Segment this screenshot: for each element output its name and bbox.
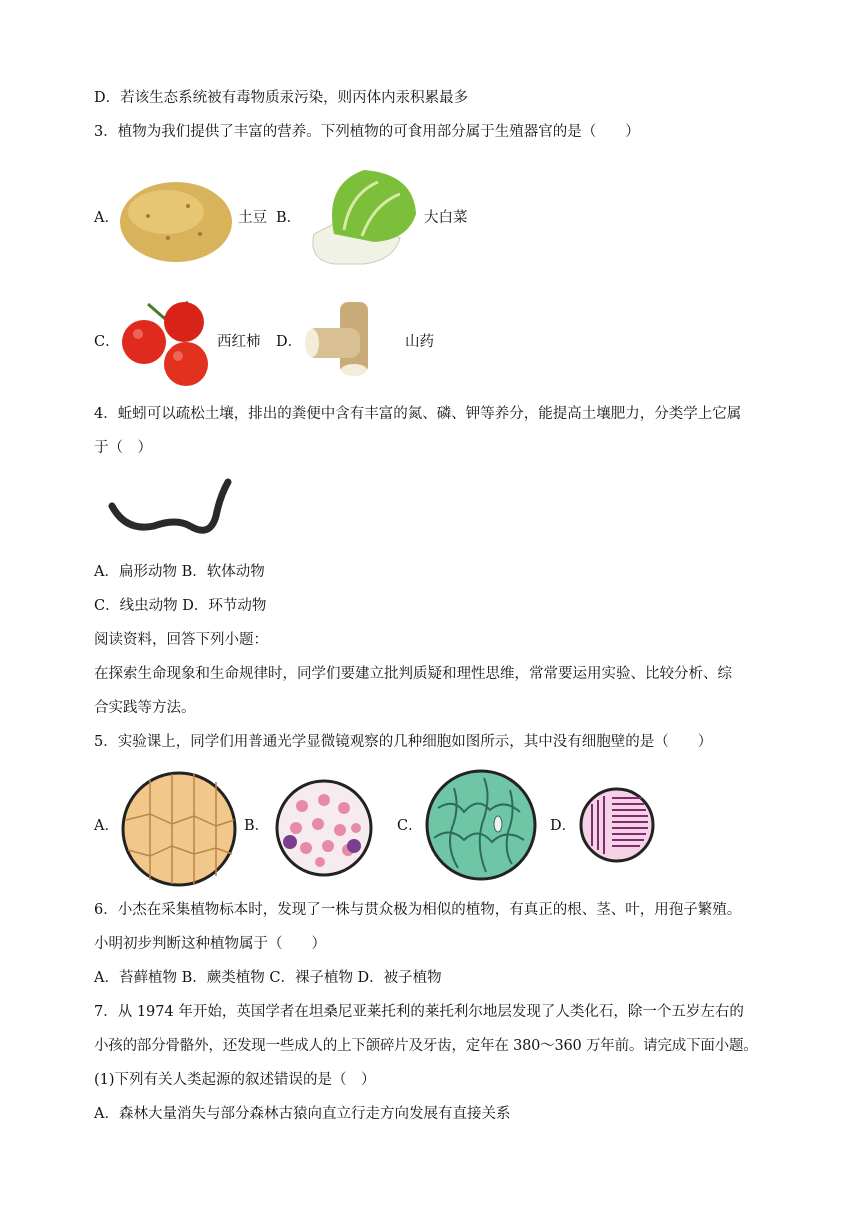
q5-option-b-letter: B．: [244, 818, 270, 834]
reading-intro: 阅读资料，回答下列小题：: [94, 632, 268, 648]
q3-option-c-label: 西红柿: [217, 334, 261, 350]
blood-cells-image: [274, 778, 374, 878]
q6-stem-line-2: 小明初步判断这种植物属于（ ）: [94, 936, 326, 952]
q6-options: A．苔藓植物 B．蕨类植物 C．裸子植物 D．被子植物: [94, 970, 442, 986]
q5-option-a-letter: A．: [94, 818, 119, 834]
q5-option-c-letter: C．: [397, 818, 423, 834]
q6-stem-line-1: 6．小杰在采集植物标本时，发现了一株与贯众极为相似的植物，有真正的根、茎、叶，用孢子繁殖。: [94, 902, 742, 918]
earthworm-image: [106, 476, 236, 546]
q3-option-a-letter: A．: [94, 210, 119, 226]
q3-option-c-letter: C．: [94, 334, 120, 350]
q5-stem: 5．实验课上，同学们用普通光学显微镜观察的几种细胞如图所示，其中没有细胞壁的是（ ）: [94, 734, 713, 750]
q3-option-b-letter: B．: [276, 210, 302, 226]
reading-text-line-2: 合实践等方法。: [94, 700, 196, 716]
chinese-cabbage-image: [304, 164, 424, 268]
q3-stem: 3．植物为我们提供了丰富的营养。下列植物的可食用部分属于生殖器官的是（ ）: [94, 124, 640, 140]
q7-stem-line-2: 小孩的部分骨骼外，还发现一些成人的上下颌碎片及牙齿，定年在 380～360 万年前。请完成下面小题。: [94, 1038, 758, 1054]
onion-epidermis-cells-image: [120, 770, 238, 888]
q7-stem-line-1: 7．从 1974 年开始，英国学者在坦桑尼亚莱托利的莱托利尔地层发现了人类化石，除一个五岁左右的: [94, 1004, 744, 1020]
q7-sub1-stem: (1)下列有关人类起源的叙述错误的是（ ）: [94, 1072, 376, 1088]
plant-tissue-cells-image: [578, 786, 656, 864]
potato-image: [118, 176, 236, 264]
leaf-epidermis-cells-image: [424, 768, 538, 882]
tomatoes-image: [118, 296, 212, 388]
q4-options-line-2: C．线虫动物 D．环节动物: [94, 598, 267, 614]
yam-image: [304, 298, 394, 380]
q3-option-b-label: 大白菜: [424, 210, 468, 226]
q7-sub1-option-a: A．森林大量消失与部分森林古猿向直立行走方向发展有直接关系: [94, 1106, 511, 1122]
q5-option-d-letter: D．: [550, 818, 577, 834]
q4-stem-line-1: 4．蚯蚓可以疏松土壤，排出的粪便中含有丰富的氮、磷、钾等养分，能提高土壤肥力，分类学上它属: [94, 406, 742, 422]
reading-text-line-1: 在探索生命现象和生命规律时，同学们要建立批判质疑和理性思维，常常要运用实验、比较分析、综: [94, 666, 732, 682]
q3-option-a-label: 土豆: [238, 210, 267, 226]
q4-stem-line-2: 于（ ）: [94, 440, 152, 456]
q3-option-d-letter: D．: [276, 334, 303, 350]
q2-option-d: D．若该生态系统被有毒物质汞污染，则丙体内汞积累最多: [94, 90, 469, 106]
q3-option-d-label: 山药: [405, 334, 434, 350]
q4-options-line-1: A．扁形动物 B．软体动物: [94, 564, 265, 580]
